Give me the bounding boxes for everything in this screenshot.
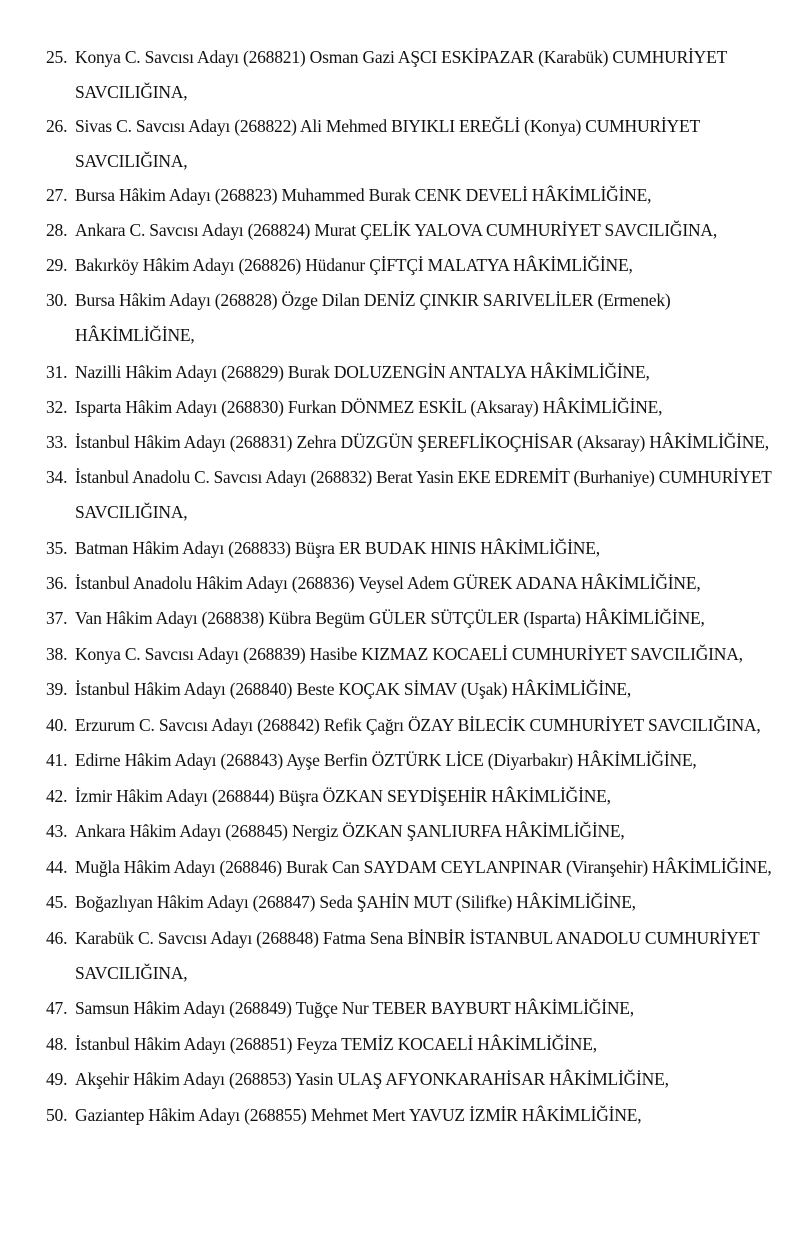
item-text: Ankara C. Savcısı Adayı (268824) Murat ÇELİK YALOVA CUMHURİYET SAVCILIĞINA, — [75, 220, 718, 240]
item-text: İstanbul Anadolu Hâkim Adayı (268836) Veysel Adem GÜREK ADANA HÂKİMLİĞİNE, — [75, 573, 701, 593]
item-text: Muğla Hâkim Adayı (268846) Burak Can SAYDAM CEYLANPINAR (Viranşehir) HÂKİMLİĞİNE, — [75, 857, 772, 877]
item-text: Batman Hâkim Adayı (268833) Büşra ER BUDAK HINIS HÂKİMLİĞİNE, — [75, 538, 600, 558]
item-number: 41. — [46, 750, 68, 770]
item-text: Ankara Hâkim Adayı (268845) Nergiz ÖZKAN ŞANLIURFA HÂKİMLİĞİNE, — [75, 821, 625, 841]
list-item — [46, 283, 768, 345]
item-text: Edirne Hâkim Adayı (268843) Ayşe Berfin ÖZTÜRK LİCE (Diyarbakır) HÂKİMLİĞİNE, — [75, 750, 697, 770]
list-item — [46, 531, 768, 566]
item-text: Boğazlıyan Hâkim Adayı (268847) Seda ŞAHİN MUT (Silifke) HÂKİMLİĞİNE, — [75, 892, 636, 912]
item-number: 25. — [46, 47, 68, 67]
item-text: Erzurum C. Savcısı Adayı (268842) Refik Çağrı ÖZAY BİLECİK CUMHURİYET SAVCILIĞINA, — [75, 715, 761, 735]
list-item — [46, 921, 768, 983]
item-number: 46. — [46, 928, 68, 948]
list-item — [46, 109, 768, 171]
item-number: 33. — [46, 432, 68, 452]
item-text: Bursa Hâkim Adayı (268828) Özge Dilan DENİZ ÇINKIR SARIVELİLER (Ermenek) — [75, 290, 671, 310]
list-item — [46, 743, 768, 778]
item-text: Sivas C. Savcısı Adayı (268822) Ali Mehmed BIYIKLI EREĞLİ (Konya) CUMHURİYET — [75, 116, 700, 136]
item-text: Konya C. Savcısı Adayı (268821) Osman Gazi AŞCI ESKİPAZAR (Karabük) CUMHURİYET — [75, 47, 728, 67]
list-item — [46, 814, 768, 849]
list-item — [46, 460, 772, 522]
item-number: 26. — [46, 116, 68, 136]
item-continuation: SAVCILIĞINA, — [75, 501, 188, 522]
item-number: 38. — [46, 644, 68, 664]
list-item — [46, 779, 768, 814]
item-text: Isparta Hâkim Adayı (268830) Furkan DÖNMEZ ESKİL (Aksaray) HÂKİMLİĞİNE, — [75, 397, 663, 417]
list-item — [46, 708, 768, 743]
item-number: 36. — [46, 573, 68, 593]
item-number: 28. — [46, 220, 68, 240]
list-item — [46, 355, 768, 390]
item-text: İstanbul Anadolu C. Savcısı Adayı (268832) Berat Yasin EKE EDREMİT (Burhaniye) CUMHURİYET — [75, 467, 772, 487]
item-number: 44. — [46, 857, 68, 877]
item-number: 49. — [46, 1069, 68, 1089]
item-text: Samsun Hâkim Adayı (268849) Tuğçe Nur TEBER BAYBURT HÂKİMLİĞİNE, — [75, 998, 634, 1018]
list-item — [46, 637, 768, 672]
item-text: İstanbul Hâkim Adayı (268840) Beste KOÇAK SİMAV (Uşak) HÂKİMLİĞİNE, — [75, 679, 632, 699]
item-number: 29. — [46, 255, 68, 275]
list-item — [46, 425, 768, 460]
item-number: 45. — [46, 892, 68, 912]
item-text: Bursa Hâkim Adayı (268823) Muhammed Burak CENK DEVELİ HÂKİMLİĞİNE, — [75, 185, 652, 205]
list-item — [46, 672, 768, 707]
list-item — [46, 40, 768, 102]
item-number: 30. — [46, 290, 68, 310]
item-number: 50. — [46, 1105, 68, 1125]
list-item — [46, 566, 768, 601]
item-number: 42. — [46, 786, 68, 806]
item-number: 31. — [46, 362, 68, 382]
list-item — [46, 1062, 768, 1097]
item-text: Bakırköy Hâkim Adayı (268826) Hüdanur ÇİFTÇİ MALATYA HÂKİMLİĞİNE, — [75, 255, 633, 275]
item-continuation: SAVCILIĞINA, — [75, 81, 188, 102]
item-text: İstanbul Hâkim Adayı (268851) Feyza TEMİZ KOCAELİ HÂKİMLİĞİNE, — [75, 1034, 597, 1054]
list-item — [46, 1027, 768, 1062]
item-continuation: HÂKİMLİĞİNE, — [75, 324, 195, 345]
list-item — [46, 213, 768, 248]
list-item — [46, 850, 772, 885]
list-item — [46, 601, 768, 636]
item-number: 40. — [46, 715, 68, 735]
item-number: 35. — [46, 538, 68, 558]
item-number: 39. — [46, 679, 68, 699]
list-item — [46, 991, 768, 1026]
item-number: 48. — [46, 1034, 68, 1054]
item-number: 32. — [46, 397, 68, 417]
item-text: Van Hâkim Adayı (268838) Kübra Begüm GÜLER SÜTÇÜLER (Isparta) HÂKİMLİĞİNE, — [75, 608, 705, 628]
item-number: 37. — [46, 608, 68, 628]
item-text: İzmir Hâkim Adayı (268844) Büşra ÖZKAN SEYDİŞEHİR HÂKİMLİĞİNE, — [75, 786, 611, 806]
list-item — [46, 178, 768, 213]
list-item — [46, 390, 768, 425]
item-continuation: SAVCILIĞINA, — [75, 150, 188, 171]
item-text: Akşehir Hâkim Adayı (268853) Yasin ULAŞ AFYONKARAHİSAR HÂKİMLİĞİNE, — [75, 1069, 669, 1089]
item-text: Konya C. Savcısı Adayı (268839) Hasibe KIZMAZ KOCAELİ CUMHURİYET SAVCILIĞINA, — [75, 644, 743, 664]
item-number: 27. — [46, 185, 68, 205]
list-item — [46, 885, 768, 920]
item-text: Gaziantep Hâkim Adayı (268855) Mehmet Mert YAVUZ İZMİR HÂKİMLİĞİNE, — [75, 1105, 642, 1125]
item-continuation: SAVCILIĞINA, — [75, 962, 188, 983]
item-text: İstanbul Hâkim Adayı (268831) Zehra DÜZGÜN ŞEREFLİKOÇHİSAR (Aksaray) HÂKİMLİĞİNE, — [75, 432, 769, 452]
item-text: Nazilli Hâkim Adayı (268829) Burak DOLUZENGİN ANTALYA HÂKİMLİĞİNE, — [75, 362, 650, 382]
list-item — [46, 248, 768, 283]
item-number: 47. — [46, 998, 68, 1018]
item-number: 34. — [46, 467, 68, 487]
item-number: 43. — [46, 821, 68, 841]
item-text: Karabük C. Savcısı Adayı (268848) Fatma Sena BİNBİR İSTANBUL ANADOLU CUMHURİYET — [75, 928, 760, 948]
list-item — [46, 1098, 768, 1133]
